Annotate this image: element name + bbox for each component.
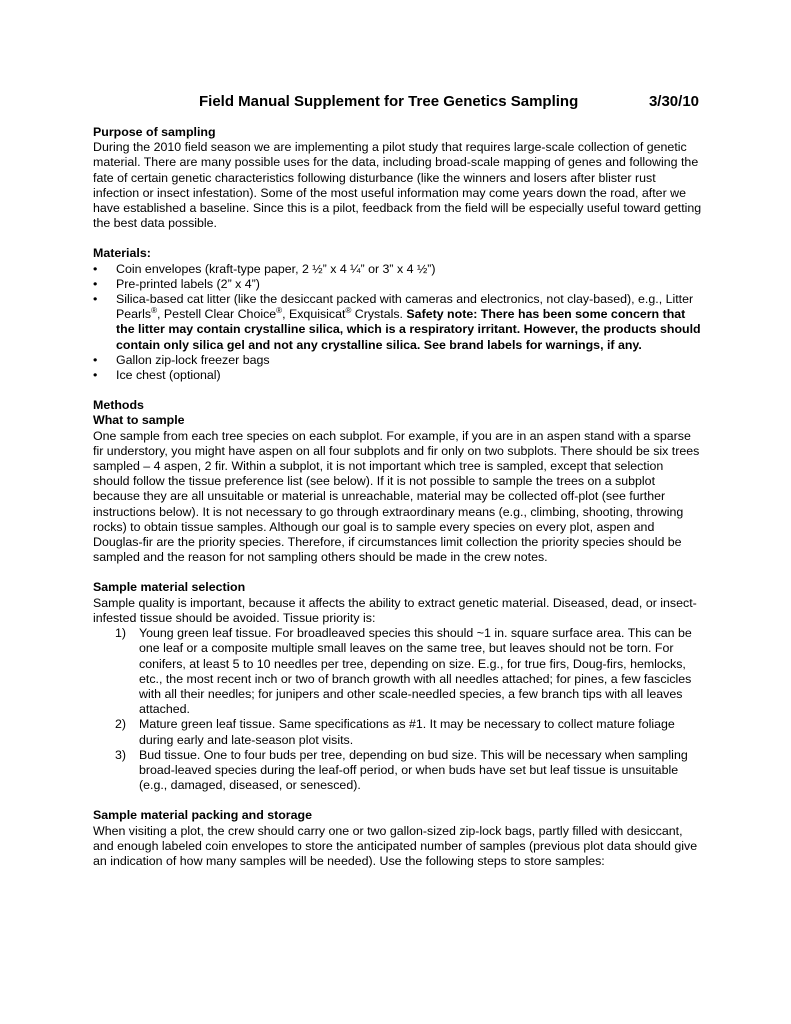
litter-text-d: Crystals. — [351, 307, 407, 322]
list-item — [93, 353, 703, 368]
registered-mark: ® — [151, 306, 158, 316]
list-item — [93, 277, 703, 292]
bullet-glyph: • — [93, 276, 98, 291]
list-item-text: Gallon zip-lock freezer bags — [116, 352, 270, 367]
list-item-text: Pre-printed labels (2” x 4”) — [116, 276, 260, 291]
materials-heading: Materials: — [93, 246, 151, 261]
spacer — [93, 793, 703, 808]
document-body — [93, 125, 703, 869]
list-number: 2) — [115, 717, 127, 732]
safety-note: Safety note: There has been some concern that the litter may contain crystalline silica, which is a respiratory irritant. However, the products should contain only silica gel and not any crystalline silica. See brand labels for warnings, if any. — [116, 307, 701, 352]
spacer — [93, 565, 703, 580]
tissue-priority-list — [93, 626, 703, 793]
what-to-sample-paragraph: One sample from each tree species on each subplot. For example, if you are in an aspen stand with a sparse fir understory, you might have aspen on all four subplots and fir only on two subplots. There should be six trees sampled – 4 aspen, 2 fir. Within a subplot, it is not important which tree is sampled, except that selection should follow the tissue preference list (see below). If it is not possible to sample the trees on a subplot because they are all unsuitable or material is unreachable, material may be collected off-plot (see further instructions below). It is not necessary to go through extraordinary means (e.g., climbing, shooting, throwing rocks) to obtain tissue samples. Although our goal is to sample every species on every plot, aspen and Douglas-fir are the priority species. Therefore, if circumstances limit collection the priority species should be sampled and the reason for not sampling others should be made in the crew notes. — [93, 428, 700, 565]
registered-mark: ® — [276, 306, 283, 316]
litter-text-b: , Pestell Clear Choice — [157, 307, 277, 322]
list-item — [93, 626, 703, 717]
spacer — [93, 383, 703, 398]
litter-text-c: , Exquisicat — [282, 307, 346, 322]
list-item — [93, 748, 703, 794]
purpose-paragraph: During the 2010 field season we are implementing a pilot study that requires large-scale collection of genetic material. There are many possible uses for the data, including broad-scale mapping of genes and following the fate of certain genetic characteristics following disturbance (like the winners and losers after blister rust infection or insect infestation). Some of the most useful information may come years down the road, after we have established a baseline. Since this is a pilot, feedback from the field will be especially useful toward getting the best data possible. — [93, 140, 702, 231]
list-item — [93, 262, 703, 277]
packing-heading: Sample material packing and storage — [93, 808, 312, 823]
materials-list — [93, 262, 703, 384]
purpose-heading: Purpose of sampling — [93, 125, 216, 139]
bullet-glyph: • — [93, 352, 98, 367]
list-number: 1) — [115, 626, 127, 641]
list-item-text: Coin envelopes (kraft-type paper, 2 ½” x 4 ¼” or 3” x 4 ½”) — [116, 261, 436, 276]
selection-heading: Sample material selection — [93, 580, 246, 595]
bullet-glyph: • — [93, 292, 98, 307]
list-item-cat-litter — [93, 292, 703, 353]
bullet-glyph: • — [93, 261, 98, 276]
list-item-text: Young green leaf tissue. For broadleaved species this should ~1 in. square surface area. This can be one leaf or a composite multiple small leaves on the same tree, but leaves should not be torn. For conifers, at least 5 to 10 needles per tree, depending on size. E.g., for true firs, Doug-firs, hemlocks, etc., the most recent inch or two of branch growth with all needles attached; for pines, a few fascicles with all their needles; for junipers and other scale-needled species, a few branch tips with all leaves attached. — [139, 626, 692, 717]
document-header — [199, 93, 699, 115]
registered-mark: ® — [345, 306, 352, 316]
methods-heading: Methods — [93, 398, 144, 413]
document-date: 3/30/10 — [648, 93, 699, 110]
list-item — [93, 368, 703, 383]
list-item-text: Mature green leaf tissue. Same specifications as #1. It may be necessary to collect mature foliage during early and late-season plot visits. — [139, 717, 675, 747]
spacer — [93, 231, 703, 246]
list-item-text: Bud tissue. One to four buds per tree, depending on bud size. This will be necessary when sampling broad-leaved species during the leaf-off period, or when buds have set but leaf tissue is unsuitable (e.g., damaged, diseased, or senesced). — [139, 747, 688, 793]
packing-paragraph: When visiting a plot, the crew should carry one or two gallon-sized zip-lock bags, partly filled with desiccant, and enough labeled coin envelopes to store the anticipated number of samples (previous plot data should give an indication of how many samples will be needed). Use the following steps to store samples: — [93, 823, 698, 868]
document-title: Field Manual Supplement for Tree Genetics Sampling — [199, 93, 579, 110]
what-to-sample-heading: What to sample — [93, 413, 185, 428]
bullet-glyph: • — [93, 368, 98, 383]
selection-paragraph: Sample quality is important, because it affects the ability to extract genetic material. Diseased, dead, or insect-infested tissue should be avoided. Tissue priority is: — [93, 595, 697, 625]
litter-text-a: Silica-based cat litter (like the desiccant packed with cameras and electronics, not clay-based), e.g., Litter Pearls — [116, 292, 694, 322]
list-item-text: Ice chest (optional) — [116, 368, 221, 383]
list-item — [93, 717, 703, 747]
list-number: 3) — [115, 747, 127, 762]
